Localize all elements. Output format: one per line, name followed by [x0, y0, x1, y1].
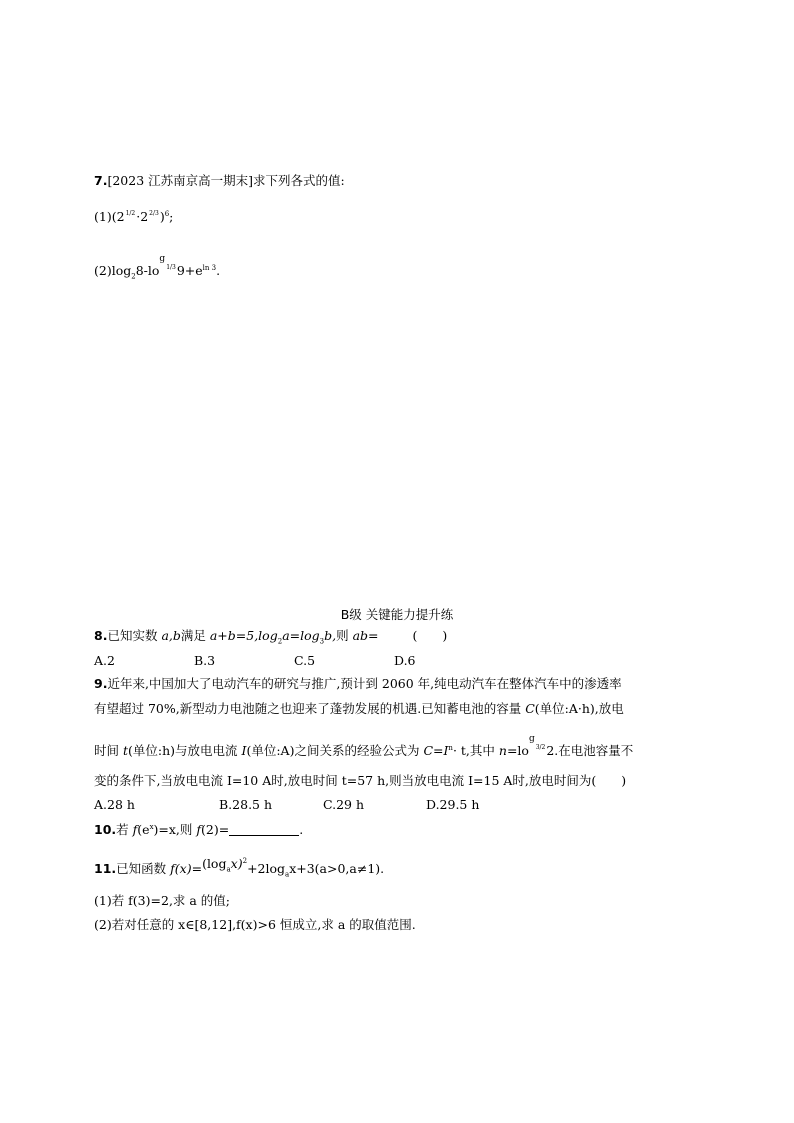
- q11-part2: (2)若对任意的 x∈[8,12],f(x)>6 恒成立,求 a 的取值范围.: [94, 917, 416, 932]
- q9-line3b: (单位:h)与放电电流: [128, 743, 242, 758]
- q8-option-b: B.3: [194, 653, 216, 668]
- q11-term1b: a: [226, 865, 231, 874]
- q8-eq1: a+b=5,log: [209, 628, 278, 643]
- q9-line4: [94, 773, 626, 789]
- q9-line3a: 时间: [94, 743, 123, 758]
- q9-line2c: (单位:A·h),放电: [534, 701, 624, 716]
- q9-line3g: g: [528, 734, 535, 744]
- q7-p1-base2: 2: [140, 209, 149, 224]
- q8-eq1b: 2: [277, 637, 283, 646]
- q10-number: 10.: [94, 822, 117, 837]
- q10-f2: f: [196, 822, 202, 837]
- q7-number: 7.: [94, 173, 108, 188]
- q8-pre: 已知实数: [107, 628, 162, 643]
- q10-argexp: x: [149, 822, 154, 831]
- q9-line3I: I: [241, 743, 247, 758]
- q11-fx: f(x): [170, 861, 192, 876]
- q9-line3end: 2.在电池容量不: [546, 743, 634, 758]
- section-b-heading: B级 关键能力提升练: [340, 607, 454, 622]
- q8-eq1c: a=log: [282, 628, 320, 643]
- q11-part1: (1)若 f(3)=2,求 a 的值;: [94, 893, 231, 908]
- q9-line4-text: 变的条件下,当放电电流 I=10 A时,放电时间 t=57 h,则当放电电流 I=15 A时,放电时间为( ): [94, 773, 627, 788]
- q11-term1c: x): [230, 856, 243, 871]
- q7-p1-exp2: 2/3: [149, 210, 159, 217]
- q10-end: .: [299, 822, 304, 837]
- q11-term1: (log: [202, 856, 227, 871]
- q8-mid: 满足: [180, 628, 210, 643]
- q11-restb: a: [285, 870, 290, 879]
- q7-p2-end: .: [216, 263, 221, 278]
- q9-line1: [94, 676, 622, 692]
- q9-line3d: 其中: [469, 743, 499, 758]
- q7-stem: [94, 173, 345, 189]
- q7-part1: $(1)(21/2\cdot 22/3)^6$;: [94, 209, 174, 224]
- q11-pre: 已知函数: [116, 861, 171, 876]
- q10-f: f: [132, 822, 138, 837]
- q9-line3f: C=I: [423, 743, 449, 758]
- q8-stem: [94, 628, 447, 644]
- q7-part2-label: (2): [94, 263, 112, 278]
- q9-line3t: t: [122, 743, 129, 758]
- q8-options: [94, 653, 494, 669]
- q11-term1exp: 2: [242, 856, 248, 865]
- q9-line2b: C: [525, 701, 535, 716]
- q9-line3n: n: [448, 743, 453, 752]
- q9-number: 9.: [94, 676, 108, 691]
- q9-line3: [94, 734, 634, 761]
- q9-option-b: B.28.5 h: [219, 797, 273, 812]
- q7-p1-end: ;: [169, 209, 174, 224]
- q11-number: 11.: [94, 861, 117, 876]
- q8-post: 则: [336, 628, 353, 643]
- q8-vars: a,b: [161, 628, 181, 643]
- q7-p2-rest1: 8-lo: [135, 263, 160, 278]
- q9-option-c: C.29 h: [323, 797, 365, 812]
- q10-arg: (e: [137, 822, 150, 837]
- q11-stem: [94, 856, 385, 879]
- q10-answer-blank[interactable]: [229, 823, 299, 836]
- q8-answer-paren: ( ): [412, 628, 448, 643]
- q9-line3c: (单位:A)之间关系的经验公式为: [246, 743, 424, 758]
- q7-p2-g: g: [159, 254, 166, 264]
- q10-mid: )=x,则: [153, 822, 197, 837]
- q11-rest: +2log: [247, 861, 286, 876]
- q8-number: 8.: [94, 628, 108, 643]
- q8-option-d: D.6: [394, 653, 416, 668]
- q7-part2: [94, 254, 221, 281]
- q10-stem: [94, 822, 303, 838]
- q7-text: [2023 江苏南京高一期末]求下列各式的值:: [107, 173, 345, 188]
- q9-line2a: 有望超过 70%,新型动力电池随之也迎来了蓬勃发展的机遇.已知蓄电池的容量: [94, 701, 526, 716]
- q7-p2-gfrac: 1/3: [166, 264, 176, 271]
- q7-part1-label: (1): [94, 209, 112, 224]
- q7-p1-exp1: 1/2: [125, 210, 136, 217]
- q9-option-d: D.29.5 h: [426, 797, 480, 812]
- q11-rest2: x+3(a>0,a≠1).: [289, 861, 385, 876]
- q9-options: [94, 797, 526, 813]
- q8-ab: ab=: [352, 628, 379, 643]
- q7-p2-log: log: [111, 263, 132, 278]
- q7-p1-dot: ·: [136, 209, 141, 224]
- q10-pre: 若: [116, 822, 133, 837]
- q7-p2-logbase: 2: [131, 272, 136, 281]
- q7-p1-outer-exp: 6: [164, 209, 170, 218]
- q9-line3n2: n: [498, 743, 507, 758]
- q8-eq1d: 3: [319, 637, 325, 646]
- q8-option-a: A.2: [94, 653, 115, 668]
- q8-option-c: C.5: [294, 653, 316, 668]
- q9-line3gfrac: 3/2: [535, 744, 546, 751]
- q9-line2: [94, 701, 624, 717]
- q7-p1-base1: 2: [116, 209, 125, 224]
- q9-line1-text: 近年来,中国加大了电动汽车的研究与推广,预计到 2060 年,纯电动汽车在整体汽车中的渗透率: [107, 676, 622, 691]
- q11-eq: =: [191, 861, 203, 876]
- q7-p2-exp: ln 3: [202, 263, 217, 272]
- q8-eq1e: b,: [324, 628, 337, 643]
- q9-line3f2: · t,: [452, 743, 470, 758]
- q10-post: (2)=: [201, 822, 230, 837]
- q9-line3e: =lo: [506, 743, 529, 758]
- q9-option-a: A.28 h: [94, 797, 135, 812]
- q7-p2-rest2: 9+e: [176, 263, 203, 278]
